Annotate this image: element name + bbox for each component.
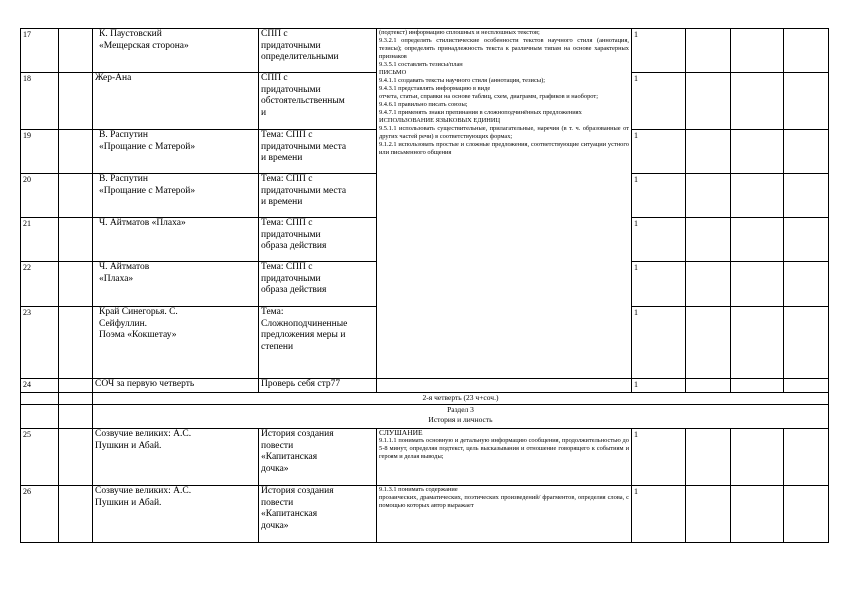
lesson-number: 21 bbox=[21, 218, 59, 262]
lesson-number: 24 bbox=[21, 379, 59, 393]
lesson-hours: 1 bbox=[632, 486, 686, 543]
learning-objectives: (подтекст) информацию сплошных и несплошных текстов; 9.3.2.1 определять стилистические особенности текстов научного стиля (аннотация, тезисы); определять принадлежность текста к различным типам на основе характерных признаков 9.3.5.1 составлять тезисы/план ПИСЬМО 9.4.1.1 создавать тексты научного стиля (аннотация, тезисы); 9.4.3.1 представлять информацию в виде отчета, статьи, справки на основе таблиц, схем, диаграмм, графиков и наоборот; 9.4.6.1 правильно писать союзы; 9.4.7.1 применять знаки препинания в сложноподчинённых предложениях ИСПОЛЬЗОВАНИЕ ЯЗЫКОВЫХ ЕДИНИЦ 9.5.1.1 использовать существительные, прилагательные, наречия (в т. ч. образованные от других частей речи) в соответствующих формах; 9.1.2.1 использовать простые и сложные предложения, соответствующие ситуации устного или письменного общения bbox=[377, 29, 632, 379]
lesson-number: 26 bbox=[21, 486, 59, 543]
lesson-grammar: Тема: СПП с придаточными образа действия bbox=[259, 262, 377, 307]
lesson-grammar: Тема: СПП с придаточными места и времени bbox=[259, 130, 377, 174]
lesson-grammar: История создания повести «Капитанская дочка» bbox=[259, 429, 377, 486]
lesson-topic: В. Распутин «Прощание с Матерой» bbox=[93, 130, 259, 174]
lesson-number: 25 bbox=[21, 429, 59, 486]
lesson-grammar: Тема: Сложноподчиненные предложения меры и степени bbox=[259, 307, 377, 379]
lesson-hours: 1 bbox=[632, 262, 686, 307]
lesson-number: 23 bbox=[21, 307, 59, 379]
lesson-grammar: История создания повести «Капитанская дочка» bbox=[259, 486, 377, 543]
lesson-grammar: Тема: СПП с придаточными образа действия bbox=[259, 218, 377, 262]
lesson-grammar: Тема: СПП с придаточными места и времени bbox=[259, 174, 377, 218]
table-row bbox=[21, 429, 829, 486]
lesson-topic: Жер-Ана bbox=[93, 73, 259, 130]
lesson-topic: К. Паустовский «Мещерская сторона» bbox=[93, 29, 259, 73]
table-row bbox=[21, 486, 829, 543]
section-heading: Раздел 3 История и личность bbox=[93, 405, 829, 429]
lesson-hours: 1 bbox=[632, 307, 686, 379]
table-row bbox=[21, 29, 829, 73]
lesson-topic: Ч. Айтматов «Плаха» bbox=[93, 218, 259, 262]
lesson-topic: Край Синегорья. С. Сейфуллин. Поэма «Кокшетау» bbox=[93, 307, 259, 379]
learning-objectives: 9.1.3.1 понимать содержание прозаических, драматических, поэтических произведений/ фрагментов, определяя слова, с помощью которых автор выражает bbox=[377, 486, 632, 543]
table-row bbox=[21, 379, 829, 393]
lesson-topic: СОЧ за первую четверть bbox=[93, 379, 259, 393]
lesson-topic: В. Распутин «Прощание с Матерой» bbox=[93, 174, 259, 218]
lesson-hours: 1 bbox=[632, 379, 686, 393]
lesson-number: 18 bbox=[21, 73, 59, 130]
lesson-topic: Созвучие великих: А.С. Пушкин и Абай. bbox=[93, 486, 259, 543]
lesson-number: 19 bbox=[21, 130, 59, 174]
lesson-hours: 1 bbox=[632, 429, 686, 486]
lesson-number: 22 bbox=[21, 262, 59, 307]
lesson-number: 20 bbox=[21, 174, 59, 218]
lesson-hours: 1 bbox=[632, 174, 686, 218]
lesson-grammar: Проверь себя стр77 bbox=[259, 379, 377, 393]
lesson-plan-table bbox=[20, 28, 829, 543]
lesson-number: 17 bbox=[21, 29, 59, 73]
lesson-hours: 1 bbox=[632, 73, 686, 130]
quarter-header-row bbox=[21, 393, 829, 405]
lesson-hours: 1 bbox=[632, 130, 686, 174]
section-header-row bbox=[21, 405, 829, 429]
lesson-topic: Созвучие великих: А.С. Пушкин и Абай. bbox=[93, 429, 259, 486]
lesson-grammar: СПП с придаточными определительными bbox=[259, 29, 377, 73]
lesson-hours: 1 bbox=[632, 29, 686, 73]
learning-objectives: СЛУШАНИЕ 9.1.1.1 понимать основную и детальную информацию сообщения, продолжительностью до 5-8 минут, определяя подтекст, цель высказывания и отношение говорящего к событиям и героям и делая выводы; bbox=[377, 429, 632, 486]
lesson-topic: Ч. Айтматов «Плаха» bbox=[93, 262, 259, 307]
lesson-grammar: СПП с придаточными обстоятельственным и bbox=[259, 73, 377, 130]
lesson-hours: 1 bbox=[632, 218, 686, 262]
quarter-label: 2-я четверть (23 ч+соч.) bbox=[93, 393, 829, 405]
